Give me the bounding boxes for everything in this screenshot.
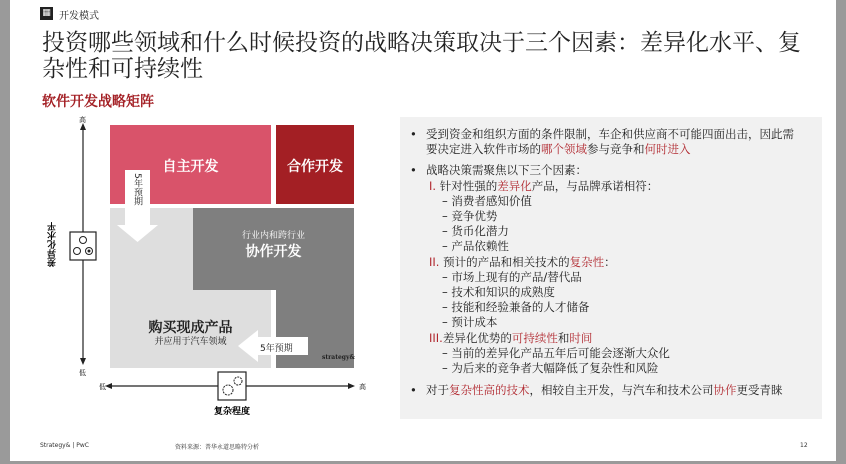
list-item: – 货币化潜力 [442, 224, 509, 238]
arrow-left-label: 5年预期 [260, 344, 293, 354]
highlight: 差异化 [497, 179, 532, 193]
label-partner-dev: 合作开发 [287, 159, 343, 175]
x-low: 低 [99, 383, 106, 391]
y-axis-label: 差异化水平 [48, 222, 58, 267]
factor-2 [429, 255, 616, 330]
highlight: 复杂性高的技术 [449, 383, 530, 397]
text: ，相较自主开发，与汽车和技术公司 [529, 383, 714, 397]
page-title: 投资哪些领域和什么时候投资的战略决策取决于三个因素：差异化水平、复杂性和可持续性 [42, 30, 801, 82]
page-number: 12 [800, 442, 808, 449]
text: 产品，与品牌承诺相符： [531, 179, 659, 193]
list-item: – 产品依赖性 [442, 239, 509, 253]
footer-source: 资料来源：普华永道思略特分析 [175, 444, 260, 451]
cell-gap [271, 290, 276, 368]
factor-1 [429, 179, 658, 254]
label-buy: 购买现成产品 [148, 320, 233, 336]
x-high: 高 [359, 383, 366, 391]
text: 更受青睐 [736, 383, 783, 397]
list-item: – 技能和经验兼备的人才储备 [442, 300, 590, 314]
bullet-2: • 战略决策需聚焦以下三个因素： [410, 163, 587, 177]
list-item: – 当前的差异化产品五年后可能会逐渐大众化 [442, 346, 670, 360]
text: 受到资金和组织方面的条件限制，车企和供应商不可能四面出击，因此需要决定进入软件市场的 [426, 127, 794, 156]
strategy-logo: strategy& [322, 354, 355, 361]
subtitle: 软件开发战略矩阵 [42, 94, 154, 110]
strategy-matrix [0, 0, 400, 430]
list-item: – 竞争优势 [442, 209, 498, 223]
slide [10, 0, 836, 461]
label-buy-sub: 并应用于汽车领域 [154, 337, 227, 347]
text: 和 [557, 331, 570, 345]
text: ： [604, 255, 616, 269]
highlight: 何时进入 [644, 142, 691, 156]
arrow-down-label: 5年预期 [132, 173, 142, 206]
footer-brand: Strategy& | PwC [40, 442, 89, 449]
num: II. [429, 255, 440, 269]
list-item: – 预计成本 [442, 315, 498, 329]
list-item: – 技术和知识的成熟度 [442, 285, 555, 299]
list-item: – 为后来的竞争者大幅降低了复杂性和风险 [442, 361, 659, 375]
highlight: 可持续性 [511, 331, 558, 345]
num: III. [429, 331, 443, 345]
highlight: 复杂性 [569, 255, 605, 269]
matrix-graphics [0, 0, 400, 430]
section-label: 开发模式 [59, 11, 99, 22]
text: 战略决策需聚焦以下三个因素： [426, 163, 587, 177]
y-high: 高 [79, 116, 86, 124]
factors-panel [400, 117, 822, 419]
highlight: 时间 [569, 331, 593, 345]
x-axis-label: 复杂程度 [213, 407, 250, 417]
highlight: 协作 [713, 383, 737, 397]
text: 预计的产品和相关技术的 [443, 255, 570, 269]
text: 差异化优势的 [442, 331, 512, 345]
gears-icon [218, 372, 246, 400]
text: 针对性强的 [439, 179, 498, 193]
list-item: – 市场上现有的产品/替代品 [442, 270, 582, 284]
section-icon: ▦ [40, 7, 53, 20]
text: 参与竞争和 [587, 142, 645, 156]
y-low: 低 [79, 369, 86, 377]
label-collab: 协作开发 [245, 244, 302, 260]
label-collab-top: 行业内和跨行业 [241, 231, 305, 241]
bullet-1: • 受到资金和组织方面的条件限制，车企和供应商不可能四面出击，因此需要决定进入软件市场的哪个领域参与竞争和何时进入 [410, 127, 794, 156]
num: I. [429, 179, 437, 193]
factor-3 [429, 331, 670, 376]
highlight: 哪个领域 [541, 142, 587, 156]
list-item: – 消费者感知价值 [442, 194, 532, 208]
bullet-3: • 对于复杂性高的技术，相较自主开发，与汽车和技术公司协作更受青睐 [410, 383, 783, 397]
text: 对于 [426, 383, 449, 397]
label-self-dev: 自主开发 [162, 159, 219, 175]
